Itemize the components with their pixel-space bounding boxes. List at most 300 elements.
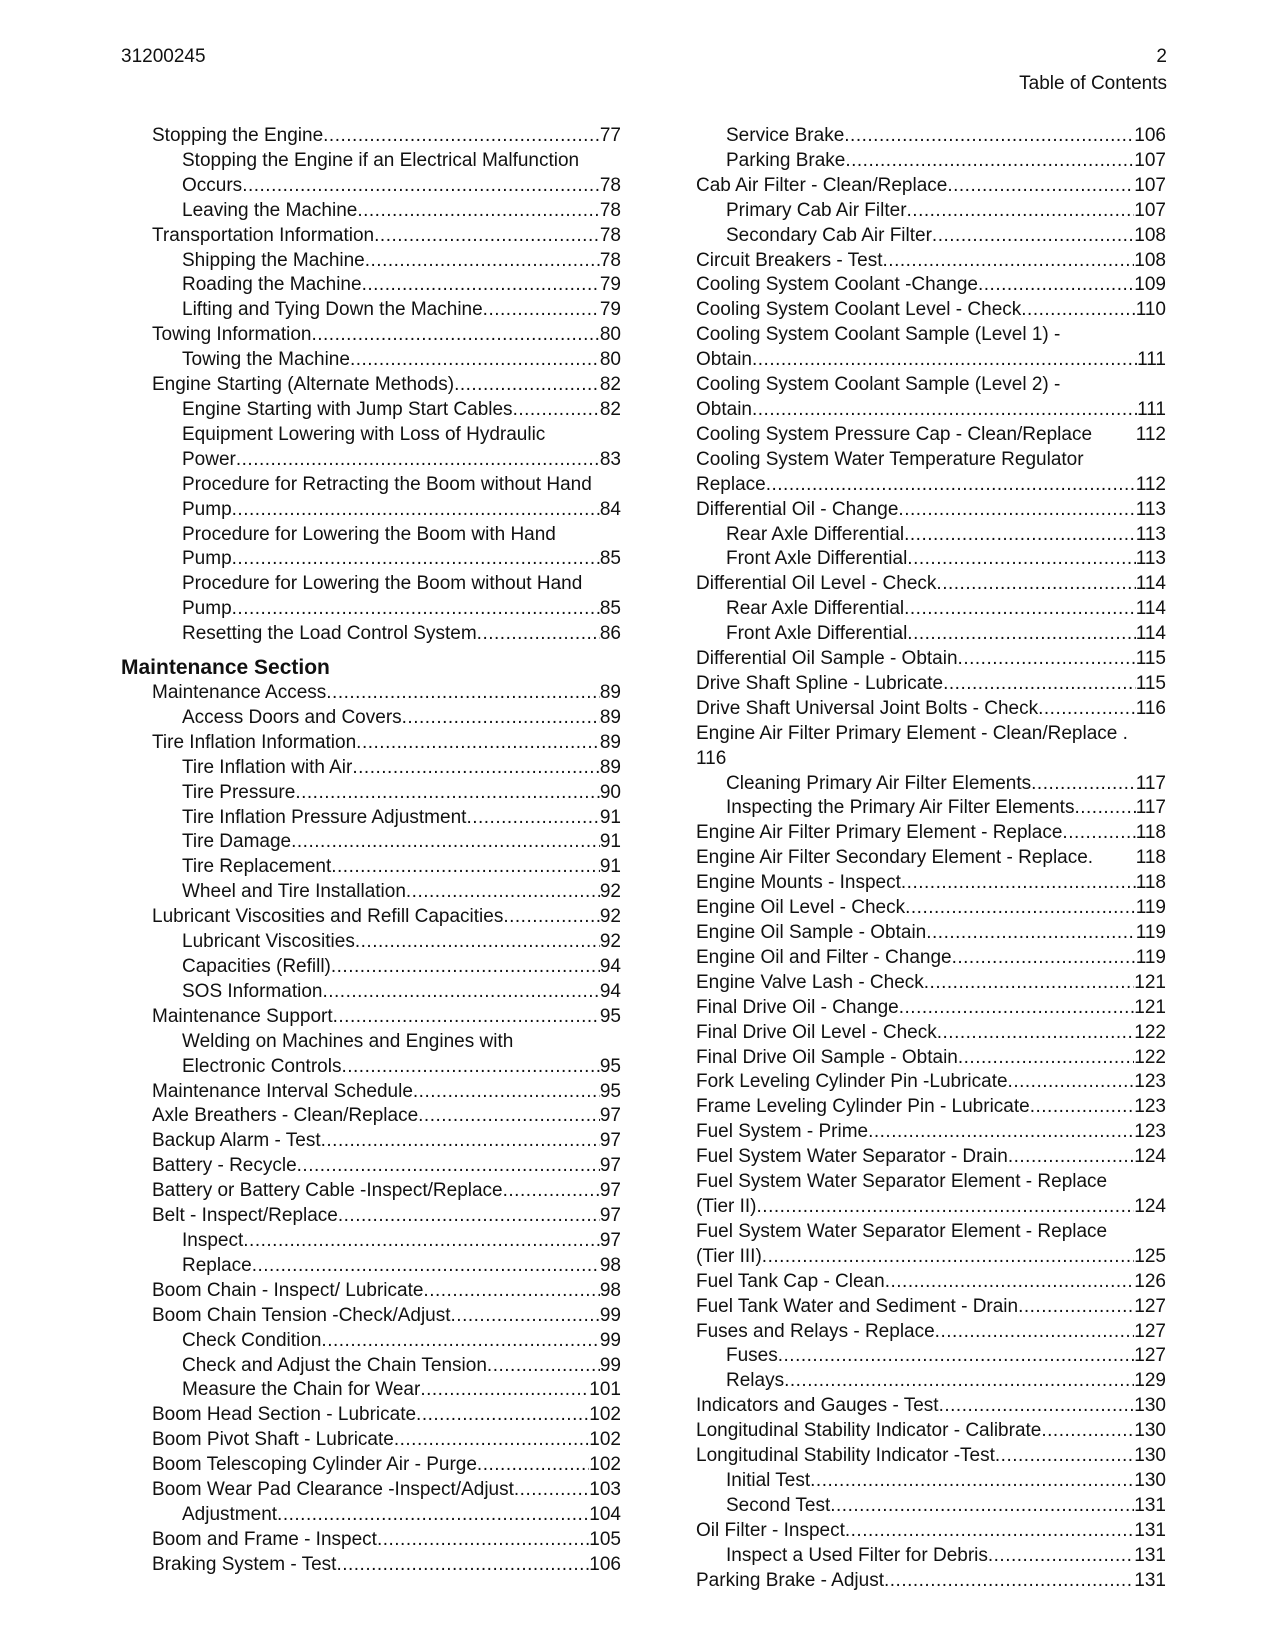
toc-entry-page: 113 <box>1135 523 1166 545</box>
toc-entry-page: 97 <box>599 1130 621 1152</box>
toc-entry-page: 84 <box>599 498 621 520</box>
toc-entry-page: 94 <box>599 980 621 1002</box>
toc-entry-title: Fuses <box>726 1345 778 1367</box>
toc-entry[interactable] <box>696 946 1166 971</box>
toc-entry-page: 89 <box>599 756 621 778</box>
toc-entry[interactable] <box>182 781 621 806</box>
toc-entry-page: 80 <box>599 324 621 346</box>
toc-entry-title: Battery - Recycle <box>152 1155 297 1177</box>
toc-entry[interactable] <box>696 298 1166 323</box>
toc-entry[interactable] <box>696 1519 1166 1544</box>
toc-entry-page: 119 <box>1135 946 1166 968</box>
toc-entry-page: 102 <box>589 1429 621 1451</box>
toc-entry[interactable] <box>182 1329 621 1354</box>
toc-entry-title: Secondary Cab Air Filter <box>726 224 932 246</box>
toc-entry[interactable] <box>152 681 621 706</box>
toc-entry[interactable] <box>696 672 1166 697</box>
toc-entry-title: Access Doors and Covers <box>182 706 402 728</box>
dot-leader <box>291 830 600 855</box>
toc-entry-title: Frame Leveling Cylinder Pin - Lubricate <box>696 1096 1030 1118</box>
toc-entry-title: Cooling System Coolant Sample (Level 2) - <box>696 374 1061 396</box>
toc-entry-page: 112 <box>1135 423 1166 445</box>
toc-entry[interactable] <box>696 174 1166 199</box>
dot-leader <box>406 880 600 905</box>
toc-entry-title: Electronic Controls <box>182 1055 342 1077</box>
dot-leader <box>341 1055 599 1080</box>
toc-entry[interactable] <box>696 323 1166 373</box>
toc-entry-page: 130 <box>1134 1445 1166 1467</box>
toc-entry[interactable] <box>726 1494 1166 1519</box>
dot-leader <box>487 1354 600 1379</box>
toc-entry-page: 78 <box>599 224 621 246</box>
toc-entry[interactable] <box>696 448 1166 498</box>
toc-entry-title: Relays <box>726 1370 785 1392</box>
toc-entry[interactable] <box>726 199 1166 224</box>
toc-entry-page: 118 <box>1135 872 1166 894</box>
toc-entry[interactable] <box>726 622 1166 647</box>
toc-entry-title: Boom and Frame - Inspect <box>152 1528 377 1550</box>
toc-entry-page: 95 <box>599 1005 621 1027</box>
toc-entry[interactable] <box>696 647 1166 672</box>
toc-entry-page: 114 <box>1135 598 1166 620</box>
toc-entry-title: Fuel Tank Water and Sediment - Drain <box>696 1295 1019 1317</box>
dot-leader <box>277 1503 589 1528</box>
toc-entry[interactable] <box>182 880 621 905</box>
toc-entry[interactable] <box>726 224 1166 249</box>
toc-entry[interactable] <box>726 1544 1166 1569</box>
toc-entry[interactable] <box>152 1129 621 1154</box>
toc-entry-title: Cooling System Coolant Sample (Level 1) - <box>696 324 1061 346</box>
toc-entry[interactable] <box>726 796 1166 821</box>
toc-entry-title: Engine Oil Level - Check <box>696 897 906 919</box>
toc-entry-title: Transportation Information <box>152 224 375 246</box>
toc-entry-title: Second Test <box>726 1494 831 1516</box>
dot-leader <box>423 1279 599 1304</box>
toc-entry-title: Pump <box>182 498 232 520</box>
toc-entry[interactable] <box>696 373 1166 423</box>
toc-entry-title: Engine Air Filter Primary Element - Replace <box>696 822 1063 844</box>
toc-entry[interactable] <box>726 1369 1166 1394</box>
toc-entry[interactable] <box>152 1428 621 1453</box>
toc-entry-title: Fuel System Water Separator - Drain <box>696 1146 1008 1168</box>
dot-leader <box>454 373 600 398</box>
toc-entry[interactable] <box>726 1469 1166 1494</box>
toc-entry-title: Replace <box>182 1254 252 1276</box>
dot-leader <box>365 249 600 274</box>
toc-entry-title: Measure the Chain for Wear <box>182 1379 421 1401</box>
toc-entry-page: 103 <box>589 1479 621 1501</box>
toc-entry[interactable] <box>726 124 1166 149</box>
toc-entry-title: Wheel and Tire Installation <box>182 881 406 903</box>
toc-entry-title: Braking System - Test <box>152 1553 337 1575</box>
toc-entry[interactable] <box>696 1295 1166 1320</box>
toc-entry-page: 91 <box>599 806 621 828</box>
toc-entry-page: 122 <box>1134 1021 1166 1043</box>
toc-entry-title: Cooling System Water Temperature Regulator <box>696 448 1084 470</box>
dot-leader <box>252 1254 600 1279</box>
toc-entry-page: 111 <box>1137 398 1166 420</box>
dot-leader <box>766 473 1136 498</box>
toc-entry[interactable] <box>152 1005 621 1030</box>
toc-entry[interactable] <box>152 1453 621 1478</box>
toc-entry-title: Backup Alarm - Test <box>152 1130 321 1152</box>
toc-entry-page: 101 <box>589 1379 621 1401</box>
dot-leader <box>907 547 1135 572</box>
toc-entry[interactable] <box>182 1254 621 1279</box>
dot-leader <box>907 199 1135 224</box>
dot-leader <box>757 1195 1135 1220</box>
dot-leader <box>995 1444 1134 1469</box>
dot-leader <box>236 448 600 473</box>
toc-entry[interactable] <box>152 1528 621 1553</box>
toc-entry-title: Pump <box>182 598 232 620</box>
toc-entry[interactable] <box>152 1478 621 1503</box>
dot-leader <box>232 597 600 622</box>
toc-entry[interactable] <box>182 1378 621 1403</box>
toc-entry-title: Fuel System Water Separator Element - Replace <box>696 1171 1108 1193</box>
toc-entry[interactable] <box>696 1569 1166 1594</box>
toc-entry[interactable] <box>182 572 621 622</box>
dot-leader <box>784 1369 1134 1394</box>
toc-entry-page: 102 <box>589 1404 621 1426</box>
toc-entry[interactable] <box>696 821 1166 846</box>
toc-entry-page: 95 <box>599 1055 621 1077</box>
toc-entry-page: 131 <box>1134 1544 1166 1566</box>
toc-entry[interactable] <box>696 498 1166 523</box>
toc-entry[interactable] <box>182 930 621 955</box>
dot-leader <box>377 1528 589 1553</box>
toc-entry[interactable] <box>696 996 1166 1021</box>
toc-entry-title: Shipping the Machine <box>182 249 365 271</box>
toc-entry-page: 124 <box>1134 1146 1166 1168</box>
dot-leader <box>466 806 599 831</box>
toc-entry-page: 127 <box>1134 1320 1166 1342</box>
dot-leader <box>503 905 600 930</box>
toc-entry[interactable] <box>696 722 1166 772</box>
toc-entry-page: 116 <box>696 747 727 769</box>
toc-entry[interactable] <box>152 124 621 149</box>
dot-leader <box>1008 1070 1135 1095</box>
toc-entry-page: 131 <box>1134 1519 1166 1541</box>
toc-entry-page: 130 <box>1134 1469 1166 1491</box>
toc-entry[interactable] <box>696 1320 1166 1345</box>
toc-entry[interactable] <box>182 622 621 647</box>
toc-entry[interactable] <box>696 971 1166 996</box>
toc-entry-page: 98 <box>599 1279 621 1301</box>
toc-entry[interactable] <box>182 1354 621 1379</box>
dot-leader <box>420 1378 589 1403</box>
toc-entry[interactable] <box>696 1170 1166 1220</box>
toc-entry-title: Boom Head Section - Lubricate <box>152 1404 417 1426</box>
toc-entry-page: 127 <box>1134 1295 1166 1317</box>
dot-leader <box>242 174 600 199</box>
toc-entry-title: Cooling System Pressure Cap - Clean/Replace <box>696 423 1093 445</box>
dot-leader <box>413 1080 600 1105</box>
toc-entry[interactable] <box>696 697 1166 722</box>
dot-leader <box>232 498 600 523</box>
toc-entry-page: 131 <box>1134 1569 1166 1591</box>
dot-leader <box>905 896 1136 921</box>
toc-entry-title: Tire Damage <box>182 831 292 853</box>
toc-entry-title: Tire Inflation with Air <box>182 756 353 778</box>
toc-entry-title: Differential Oil - Change <box>696 498 899 520</box>
dot-leader <box>374 224 600 249</box>
toc-entry-title: Front Axle Differential <box>726 548 908 570</box>
toc-entry-title: Final Drive Oil Level - Check <box>696 1021 937 1043</box>
toc-entry-title: Indicators and Gauges - Test <box>696 1395 939 1417</box>
toc-entry[interactable] <box>726 523 1166 548</box>
toc-entry[interactable] <box>726 149 1166 174</box>
dot-leader <box>937 1021 1135 1046</box>
toc-entry[interactable] <box>182 855 621 880</box>
dot-leader <box>402 706 600 731</box>
toc-entry-page: 114 <box>1135 623 1166 645</box>
toc-entry[interactable] <box>726 597 1166 622</box>
toc-entry[interactable] <box>696 921 1166 946</box>
toc-entry-title: Adjustment <box>182 1503 278 1525</box>
dot-leader <box>898 498 1135 523</box>
toc-entry[interactable] <box>152 224 621 249</box>
dot-leader <box>978 273 1134 298</box>
toc-entry-page: 114 <box>1135 573 1166 595</box>
toc-entry-page: 108 <box>1134 249 1166 271</box>
toc-entry[interactable] <box>152 373 621 398</box>
toc-entry-title: Towing Information <box>152 324 312 346</box>
toc-entry[interactable] <box>182 830 621 855</box>
toc-entry-title: Final Drive Oil - Change <box>696 996 899 1018</box>
toc-entry-title: Procedure for Retracting the Boom without Hand <box>182 473 592 495</box>
toc-entry-title: Front Axle Differential <box>726 623 908 645</box>
dot-leader <box>752 398 1137 423</box>
toc-entry-page: 123 <box>1134 1096 1166 1118</box>
toc-entry-title: Differential Oil Level - Check <box>696 573 937 595</box>
toc-entry[interactable] <box>696 1419 1166 1444</box>
toc-entry[interactable] <box>726 772 1166 797</box>
toc-entry[interactable] <box>152 1279 621 1304</box>
dot-leader <box>762 1245 1135 1270</box>
toc-entry-page: 89 <box>599 682 621 704</box>
toc-entry[interactable] <box>152 905 621 930</box>
toc-entry[interactable] <box>696 1145 1166 1170</box>
dot-leader <box>1074 796 1135 821</box>
toc-entry[interactable] <box>696 1120 1166 1145</box>
document-number: 31200245 <box>121 46 206 67</box>
toc-entry-title: Engine Valve Lash - Check <box>696 971 924 993</box>
toc-entry[interactable] <box>696 1270 1166 1295</box>
toc-entry[interactable] <box>726 547 1166 572</box>
toc-entry-page: 97 <box>599 1180 621 1202</box>
toc-entry-title: Engine Mounts - Inspect <box>696 872 901 894</box>
toc-right-column <box>696 124 1166 1593</box>
toc-entry-title: Leaving the Machine <box>182 199 358 221</box>
toc-entry[interactable] <box>696 896 1166 921</box>
dot-leader <box>352 756 599 781</box>
toc-entry-title: Stopping the Engine <box>152 125 324 146</box>
toc-entry[interactable] <box>182 1229 621 1254</box>
dot-leader <box>333 1005 600 1030</box>
toc-entry-title: Check Condition <box>182 1329 322 1351</box>
toc-entry[interactable] <box>696 1021 1166 1046</box>
toc-entry-page: 97 <box>599 1205 621 1227</box>
dot-leader <box>331 955 600 980</box>
toc-entry-page: 126 <box>1134 1270 1166 1292</box>
toc-entry-page: 130 <box>1134 1395 1166 1417</box>
toc-entry-page: 123 <box>1134 1121 1166 1143</box>
dot-leader <box>357 199 600 224</box>
dot-leader <box>926 921 1135 946</box>
toc-entry[interactable] <box>182 706 621 731</box>
toc-entry-page: 94 <box>599 956 621 977</box>
toc-entry[interactable] <box>696 249 1166 274</box>
toc-entry[interactable] <box>182 1503 621 1528</box>
toc-entry-title: Maintenance Access <box>152 682 327 704</box>
toc-entry[interactable] <box>152 1403 621 1428</box>
toc-entry-title: Parking Brake <box>726 149 846 171</box>
toc-entry[interactable] <box>152 1154 621 1179</box>
toc-entry[interactable] <box>182 980 621 1005</box>
toc-entry-title: Engine Air Filter Secondary Element - Replace. <box>696 847 1094 869</box>
toc-entry[interactable] <box>152 1080 621 1105</box>
toc-entry-page: 77 <box>599 125 621 146</box>
toc-entry-page: 92 <box>599 931 621 953</box>
toc-entry[interactable] <box>696 423 1166 448</box>
toc-entry-title: Inspect <box>182 1229 244 1251</box>
toc-entry-title: Tire Inflation Information <box>152 731 357 753</box>
toc-entry[interactable] <box>696 273 1166 298</box>
dot-leader <box>1031 772 1136 797</box>
toc-entry[interactable] <box>696 1046 1166 1071</box>
toc-entry[interactable] <box>152 1304 621 1329</box>
toc-entry[interactable] <box>696 846 1166 871</box>
toc-entry[interactable] <box>152 1553 621 1578</box>
toc-entry[interactable] <box>182 398 621 423</box>
toc-entry-title: Equipment Lowering with Loss of Hydraulic <box>182 423 546 445</box>
dot-leader <box>844 124 1134 149</box>
toc-entry-title: Inspect a Used Filter for Debris <box>726 1544 988 1566</box>
toc-entry-page: 97 <box>599 1229 621 1251</box>
dot-leader <box>295 781 600 806</box>
toc-entry[interactable] <box>182 756 621 781</box>
toc-entry-page: 107 <box>1134 174 1166 196</box>
toc-entry-page: 124 <box>1134 1195 1166 1217</box>
toc-entry-title: Obtain <box>696 398 752 420</box>
toc-entry[interactable] <box>182 473 621 523</box>
dot-leader <box>936 572 1135 597</box>
toc-entry[interactable] <box>182 298 621 323</box>
dot-leader <box>810 1469 1134 1494</box>
toc-entry[interactable] <box>182 523 621 573</box>
dot-leader <box>336 1553 589 1578</box>
dot-leader <box>952 946 1136 971</box>
toc-entry[interactable] <box>152 323 621 348</box>
toc-entry-page: 121 <box>1134 996 1166 1018</box>
dot-leader <box>1008 1145 1134 1170</box>
toc-entry[interactable] <box>696 1394 1166 1419</box>
dot-leader <box>904 523 1136 548</box>
dot-leader <box>311 323 599 348</box>
dot-leader <box>323 124 600 149</box>
toc-entry-title: Differential Oil Sample - Obtain <box>696 648 958 670</box>
toc-entry[interactable] <box>182 806 621 831</box>
dot-leader <box>884 1569 1134 1594</box>
toc-entry-page: 105 <box>589 1528 621 1550</box>
toc-entry[interactable] <box>182 348 621 373</box>
dot-leader <box>907 622 1135 647</box>
toc-entry-title: Lubricant Viscosities and Refill Capacities <box>152 906 504 928</box>
toc-entry[interactable] <box>152 1104 621 1129</box>
toc-entry-title: Engine Oil Sample - Obtain <box>696 922 927 943</box>
dot-leader <box>1018 1295 1134 1320</box>
toc-entry[interactable] <box>696 1444 1166 1469</box>
toc-entry-page: 97 <box>599 1155 621 1177</box>
toc-entry-title: Check and Adjust the Chain Tension <box>182 1354 487 1376</box>
toc-entry[interactable] <box>182 1030 621 1080</box>
toc-entry[interactable] <box>696 1070 1166 1095</box>
toc-entry-title: Maintenance Support <box>152 1005 333 1027</box>
dot-leader <box>830 1494 1134 1519</box>
toc-entry-page: 106 <box>1134 125 1166 146</box>
dot-leader <box>943 672 1136 697</box>
toc-entry[interactable] <box>182 199 621 224</box>
toc-entry[interactable] <box>182 273 621 298</box>
toc-entry[interactable] <box>696 871 1166 896</box>
toc-entry-page: 116 <box>1135 697 1166 719</box>
toc-entry-page: 89 <box>599 731 621 753</box>
dot-leader <box>899 996 1135 1021</box>
dot-leader <box>503 1179 600 1204</box>
toc-entry-title: Rear Axle Differential <box>726 598 905 620</box>
toc-entry[interactable] <box>696 1095 1166 1120</box>
dot-leader <box>232 547 600 572</box>
toc-entry-page: 95 <box>599 1080 621 1102</box>
toc-entry-title: Maintenance Interval Schedule <box>152 1080 413 1102</box>
dot-leader <box>845 149 1134 174</box>
toc-entry-title: Battery or Battery Cable -Inspect/Replace <box>152 1180 503 1202</box>
page-number: 2 <box>1156 46 1167 67</box>
toc-entry-title: Inspecting the Primary Air Filter Elements <box>726 797 1075 819</box>
toc-entry-page: 107 <box>1134 199 1166 221</box>
toc-entry-page: 112 <box>1135 473 1166 495</box>
toc-entry-title: Lubricant Viscosities <box>182 931 355 953</box>
toc-entry-title: Procedure for Lowering the Boom without Hand <box>182 573 583 595</box>
toc-entry-title: Occurs <box>182 174 243 196</box>
toc-entry[interactable] <box>182 955 621 980</box>
toc-entry[interactable] <box>182 249 621 274</box>
toc-entry-title: Primary Cab Air Filter <box>726 199 907 221</box>
toc-entry-page: 125 <box>1134 1245 1166 1267</box>
toc-entry[interactable] <box>152 1204 621 1229</box>
toc-entry-title: Boom Chain Tension -Check/Adjust <box>152 1304 451 1326</box>
toc-entry-title: Tire Pressure <box>182 781 296 803</box>
toc-entry[interactable] <box>182 423 621 473</box>
toc-entry[interactable] <box>696 572 1166 597</box>
toc-entry[interactable] <box>152 1179 621 1204</box>
toc-entry[interactable] <box>696 1220 1166 1270</box>
toc-entry-page: 80 <box>599 349 621 371</box>
toc-entry-page: 109 <box>1134 274 1166 296</box>
toc-entry-page: 92 <box>599 906 621 928</box>
toc-entry[interactable] <box>726 1344 1166 1369</box>
toc-entry-page: 115 <box>1135 648 1166 670</box>
toc-entry-page: 92 <box>599 881 621 903</box>
dot-leader <box>322 980 599 1005</box>
toc-entry[interactable] <box>152 731 621 756</box>
toc-entry-page: 123 <box>1134 1071 1166 1093</box>
toc-entry-page: 118 <box>1135 847 1166 869</box>
dot-leader <box>394 1428 589 1453</box>
toc-entry-page: 122 <box>1134 1046 1166 1068</box>
toc-entry[interactable] <box>182 149 621 199</box>
